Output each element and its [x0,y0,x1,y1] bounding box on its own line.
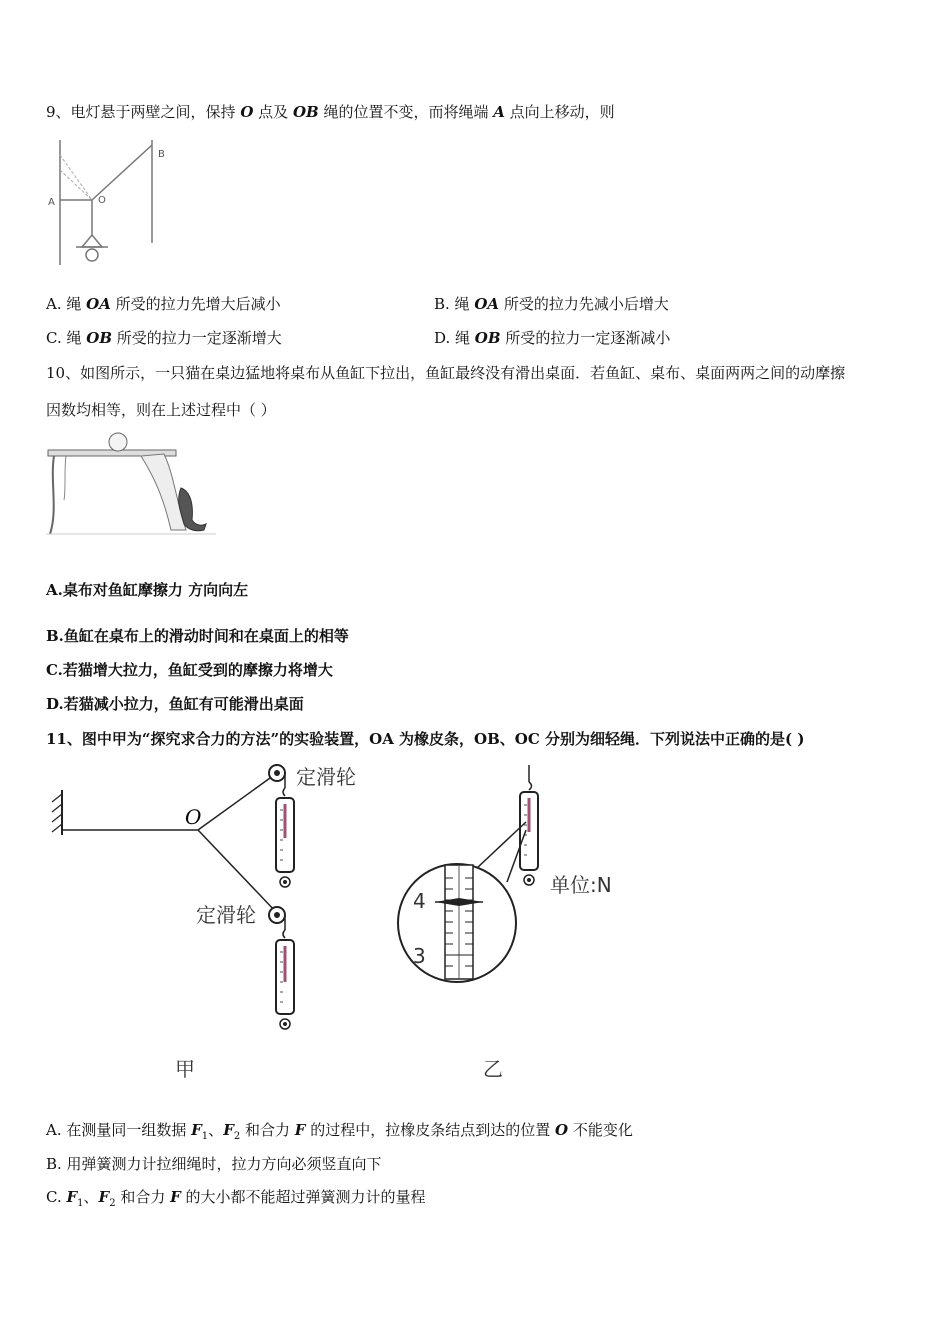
q10-cat-table-figure [46,430,216,540]
q9-lamp-figure [40,135,180,270]
q11-option-a: A. 在测量同一组数据 $F_1$、$F_2$ 和合力 F 的过程中，拉橡皮条结点到达的位置 O 不能变化 [46,1121,633,1142]
lamp-shade [82,235,102,247]
tick-label-3: 3 [413,944,426,968]
label-jia: 甲 [175,1057,195,1081]
rope-ob [198,773,277,830]
fish-bowl [109,433,127,451]
q10-option-d: D.若猫减小拉力，鱼缸有可能滑出桌面 [46,695,304,713]
q11-figure-yi [395,760,635,1090]
zoom-line-1 [477,822,526,868]
q9-stem: 9、电灯悬于两壁之间，保持 O 点及 OB 绳的位置不变，而将绳端 A 点向上移动，则 [46,103,615,121]
q11-stem: 11、图中甲为“探究求合力的方法”的实验装置，OA 为橡皮条，OB、OC 分别为细轻绳．下列说法中正确的是( ) [46,730,805,748]
q10-option-c: C.若猫增大拉力，鱼缸受到的摩擦力将增大 [46,661,333,679]
q9-option-d: D. 绳 OB 所受的拉力一定逐渐减小 [434,329,671,347]
q11-figure-jia [40,760,380,1090]
tick-label-4: 4 [413,889,426,913]
lamp-bulb [86,249,98,261]
label-b: B [158,149,165,160]
q9-option-c: C. 绳 OB 所受的拉力一定逐渐增大 [46,329,282,347]
label-o: O [98,195,106,206]
q9-option-a: A. 绳 OA 所受的拉力先增大后减小 [46,295,281,313]
q11-option-c: C. $F_1$、$F_2$ 和合力 F 的大小都不能超过弹簧测力计的量程 [46,1188,426,1209]
label-pulley-2: 定滑轮 [196,903,256,927]
q10-option-a: A.桌布对鱼缸摩擦力 方向向左 [46,581,249,599]
rope-oc [198,830,277,913]
q10-option-b: B.鱼缸在桌布上的滑动时间和在桌面上的相等 [46,627,349,645]
wall-hatch [52,794,62,832]
label-yi: 乙 [483,1057,503,1081]
q9-option-b: B. 绳 OA 所受的拉力先减小后增大 [434,295,669,313]
q10-stem-line2: 因数均相等，则在上述过程中（ ） [46,401,276,419]
label-a: A [48,197,55,208]
label-o: O [185,805,202,829]
q11-option-b: B. 用弹簧测力计拉细绳时，拉力方向必须竖直向下 [46,1155,382,1173]
rope-dashed-1 [60,155,92,200]
label-pulley-1: 定滑轮 [296,765,356,789]
rope-dashed-2 [60,170,92,200]
table-leg-left [50,456,54,534]
q10-stem-line1: 10、如图所示，一只猫在桌边猛地将桌布从鱼缸下拉出，鱼缸最终没有滑出桌面．若鱼缸、桌布、桌面两两之间的动摩擦 [46,364,846,382]
rope-ob [92,145,152,200]
label-unit: 单位:N [550,873,612,897]
